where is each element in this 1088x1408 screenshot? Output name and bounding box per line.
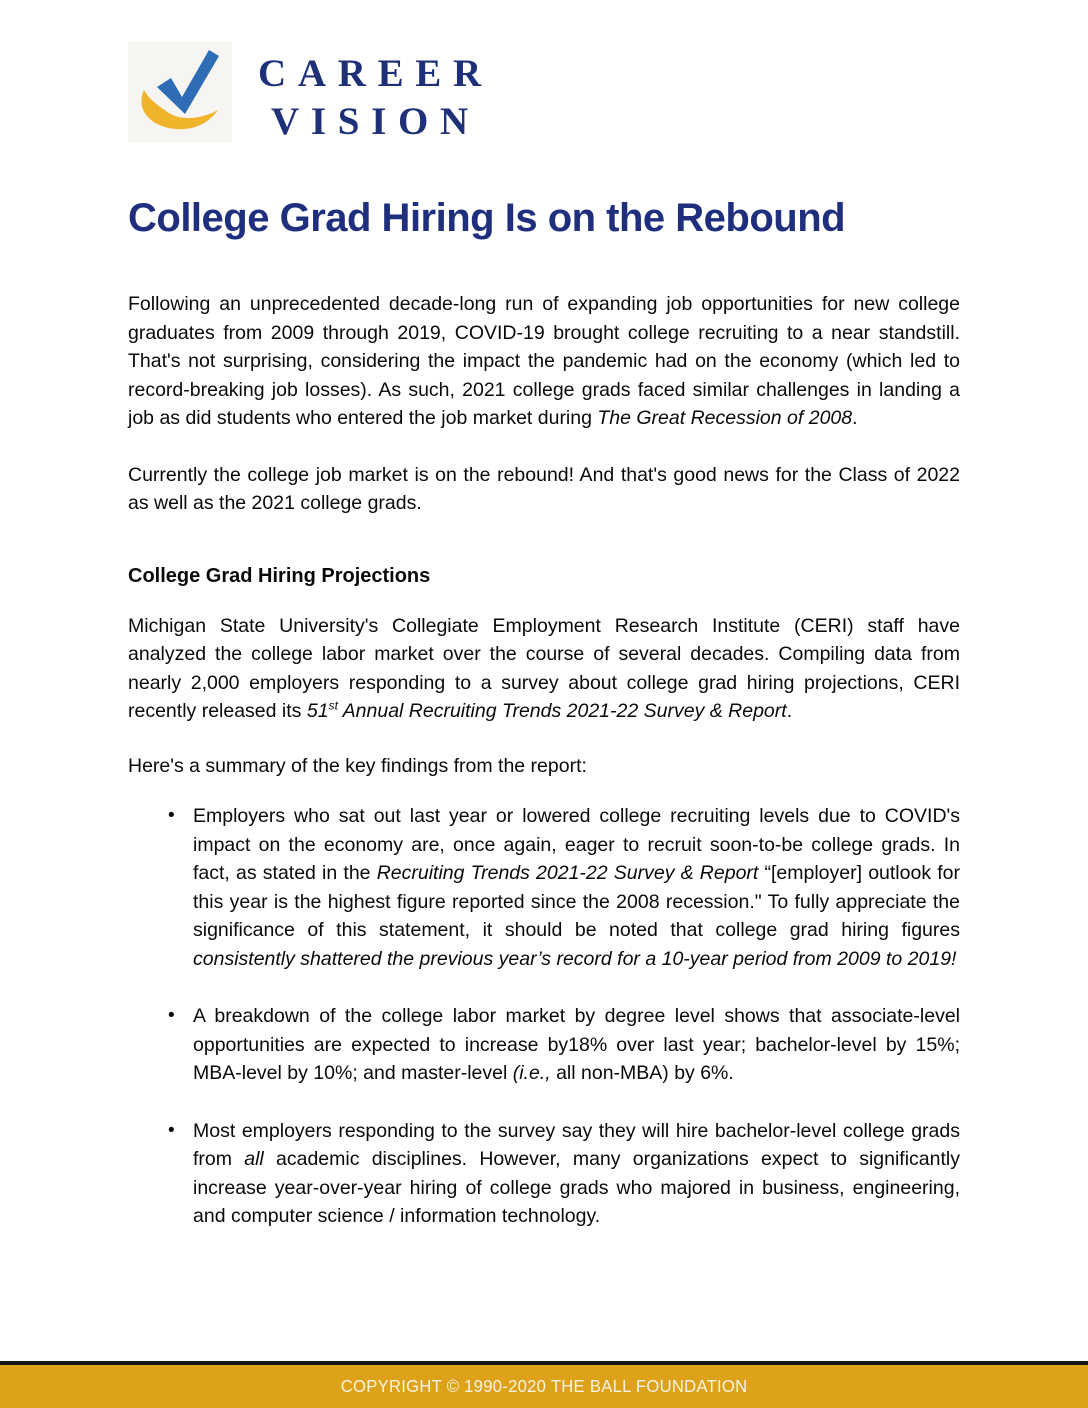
- logo-wordmark-line2: VISION: [270, 100, 480, 143]
- career-vision-logo: [128, 0, 960, 146]
- paragraph-rebound: Currently the college job market is on the rebound! And that's good news for the Class of 2022 as well as the 2021 college grads.: [128, 463, 960, 514]
- paragraph-intro: Following an unprecedented decade-long run of expanding job opportunities for new college graduates from 2009 through 2019, COVID-19 brought college recruiting to a near standstill. That's not surprising, considering the impact the pandemic had on the economy (which led to record-breaking job losses). As such, 2021 college grads faced similar challenges in landing a job as did students who entered the job market during The Great Recession of 2008.: [128, 293, 960, 429]
- page-title: College Grad Hiring Is on the Rebound: [128, 196, 846, 240]
- key-findings-list: [128, 802, 960, 1231]
- footer-copyright-bar: [0, 1361, 1088, 1408]
- list-item-academic-disciplines: • Most employers responding to the survey say they will hire bachelor-level college grads from all academic disciplines. However, many organizations expect to significantly increase year-over-year hiring of college grads who majored in business, engineering, and computer science / information technology.: [166, 1117, 960, 1231]
- copyright-text: COPYRIGHT © 1990-2020 THE BALL FOUNDATION: [340, 1376, 748, 1396]
- list-item-degree-level-breakdown: • A breakdown of the college labor market by degree level shows that associate-level opportunities are expected to increase by18% over last year; bachelor-level by 15%; MBA-level by 10%; and master-level (i.e., all non-MBA) by 6%.: [166, 1002, 960, 1088]
- logo-wordmark: [258, 42, 493, 146]
- check-swoosh-icon: [128, 42, 232, 142]
- paragraph-ceri: Michigan State University's Collegiate Employment Research Institute (CERI) staff have analyzed the college labor market over the course of several decades. Compiling data from nearly 2,000 employers responding to a survey about college grad hiring projections, CERI recently released its 51st Annual Recruiting Trends 2021-22 Survey & Report.: [128, 614, 960, 722]
- paragraph-summary-lead: Here's a summary of the key findings from the report:: [128, 754, 587, 777]
- section-heading-projections: College Grad Hiring Projections: [128, 564, 431, 587]
- check-swoosh-icon-svg: [128, 42, 232, 142]
- list-item-employers-recruiting: • Employers who sat out last year or lowered college recruiting levels due to COVID's impact on the economy are, once again, eager to recruit soon-to-be college grads. In fact, as stated in the Recruiting Trends 2021-22 Survey & Report “[employer] outlook for this year is the highest figure reported since the 2008 recession." To fully appreciate the significance of this statement, it should be noted that college grad hiring figures consistently shattered the previous year’s record for a 10-year period from 2009 to 2019!: [166, 802, 960, 973]
- logo-wordmark-line1: CAREER: [258, 52, 493, 95]
